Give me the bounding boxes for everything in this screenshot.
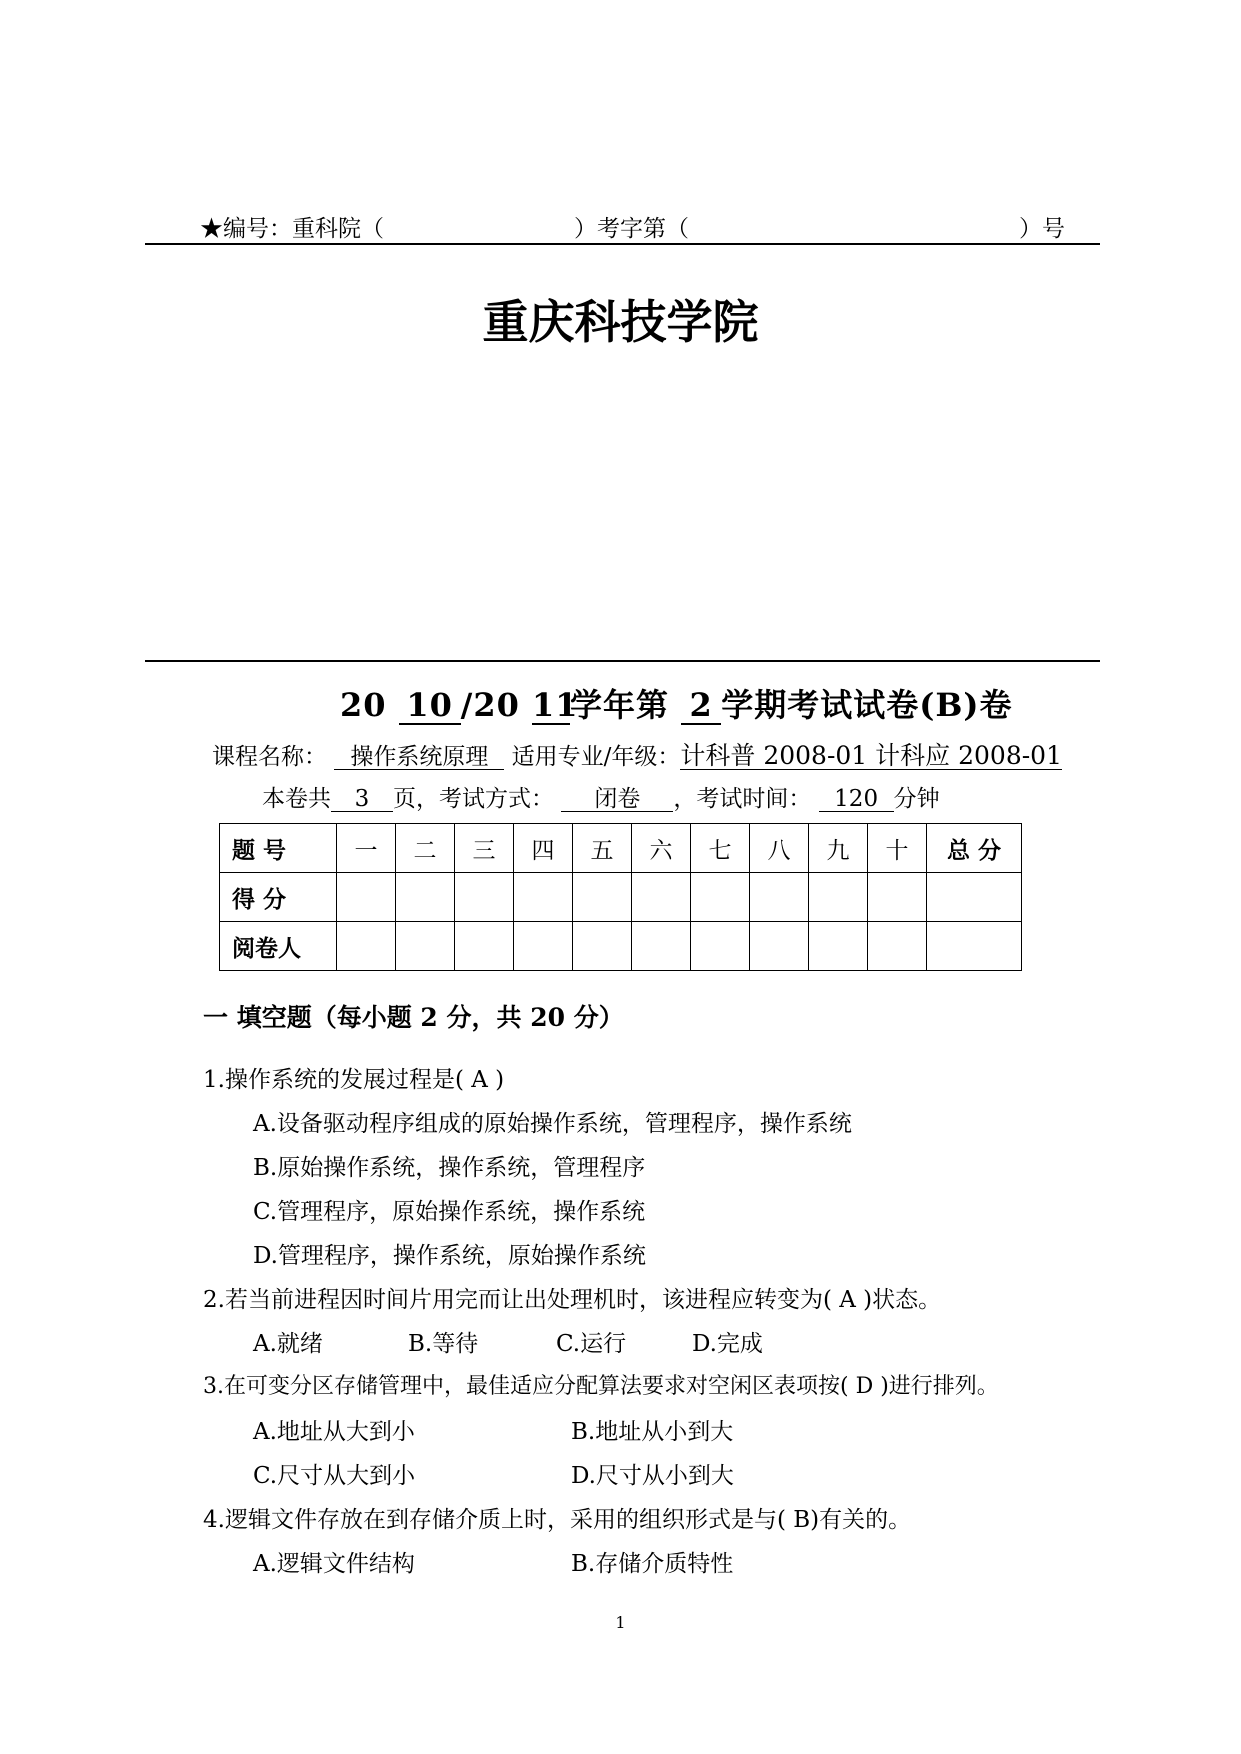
code-suffix: ）号: [1019, 216, 1065, 242]
grader-cell: [868, 922, 927, 971]
question-stem: 1.操作系统的发展过程是( A ): [203, 1067, 505, 1093]
question-option: A.就绪: [253, 1331, 323, 1357]
time-value: 120: [819, 787, 894, 812]
question-option: B.等待: [408, 1331, 479, 1357]
school-name: 重庆科技学院: [482, 295, 759, 349]
question-stem: 4.逻辑文件存放在到存储介质上时，采用的组织形式是与( B)有关的。: [203, 1507, 912, 1533]
score-cell: [573, 873, 632, 922]
exam-info-line: [262, 780, 940, 813]
question-option: A.地址从大到小: [253, 1419, 415, 1445]
row-label: 题 号: [220, 824, 337, 873]
column-header: 一: [337, 824, 396, 873]
total-header: 总 分: [927, 824, 1022, 873]
pages-label: 本卷共: [262, 786, 331, 812]
table-row: [220, 824, 1022, 873]
header-rule: [145, 243, 1100, 245]
score-table: [219, 823, 1022, 971]
question-option: A.逻辑文件结构: [253, 1551, 415, 1577]
grader-cell: [455, 922, 514, 971]
score-cell: [750, 873, 809, 922]
column-header: 五: [573, 824, 632, 873]
pages-value: 3: [331, 787, 393, 812]
column-header: 四: [514, 824, 573, 873]
exam-mode-value: 闭卷: [561, 787, 673, 812]
exam-title: [340, 680, 1013, 726]
score-cell: [809, 873, 868, 922]
major-label: 适用专业/年级：: [511, 744, 681, 770]
question-option: C.运行: [556, 1331, 627, 1357]
title-mid: 学年第: [570, 686, 670, 724]
time-unit: 分钟: [893, 786, 940, 812]
column-header: 七: [691, 824, 750, 873]
question-option: D.尺寸从小到大: [571, 1463, 734, 1489]
score-cell: [691, 873, 750, 922]
grader-cell: [573, 922, 632, 971]
score-cell: [337, 873, 396, 922]
score-cell: [396, 873, 455, 922]
grader-cell: [927, 922, 1022, 971]
time-label: ，考试时间：: [673, 786, 812, 812]
score-cell: [514, 873, 573, 922]
score-cell: [927, 873, 1022, 922]
row-label: 阅卷人: [220, 922, 337, 971]
course-name: 操作系统原理: [334, 745, 504, 770]
score-cell: [868, 873, 927, 922]
grader-cell: [691, 922, 750, 971]
section-title: 一 填空题（每小题 2 分，共 20 分）: [203, 1003, 624, 1032]
grader-cell: [396, 922, 455, 971]
score-cell: [632, 873, 691, 922]
title-suffix: 学期考试试卷(B)卷: [721, 686, 1013, 724]
code-prefix: ★编号：重科院（: [200, 216, 384, 242]
column-header: 二: [396, 824, 455, 873]
question-option: D.管理程序，操作系统，原始操作系统: [253, 1243, 646, 1269]
question-stem: 2.若当前进程因时间片用完而让出处理机时，该进程应转变为( A )状态。: [203, 1287, 942, 1313]
title-term: 2: [681, 689, 721, 725]
question-option: C.管理程序，原始操作系统，操作系统: [253, 1199, 646, 1225]
grader-cell: [632, 922, 691, 971]
question-option: B.地址从小到大: [571, 1419, 734, 1445]
grader-cell: [809, 922, 868, 971]
question-option: B.原始操作系统，操作系统，管理程序: [253, 1155, 646, 1181]
title-sep: /20: [460, 686, 520, 724]
code-middle: ）考字第（: [574, 216, 689, 242]
score-cell: [455, 873, 514, 922]
question-option: A.设备驱动程序组成的原始操作系统，管理程序，操作系统: [253, 1111, 852, 1137]
question-option: B.存储介质特性: [571, 1551, 734, 1577]
grader-cell: [750, 922, 809, 971]
column-header: 八: [750, 824, 809, 873]
course-info-line: [212, 738, 1062, 771]
document-code-line: [200, 210, 1065, 243]
question-stem: 3.在可变分区存储管理中，最佳适应分配算法要求对空闲区表项按( D )进行排列。: [203, 1374, 999, 1399]
column-header: 十: [868, 824, 927, 873]
cover-rule: [145, 660, 1100, 662]
table-row: [220, 922, 1022, 971]
title-year-prefix: 20: [340, 686, 387, 724]
question-option: D.完成: [692, 1331, 763, 1357]
course-label: 课程名称：: [212, 744, 327, 770]
question-option: C.尺寸从大到小: [253, 1463, 416, 1489]
title-year2: 11: [532, 686, 579, 724]
table-row: [220, 873, 1022, 922]
column-header: 九: [809, 824, 868, 873]
column-header: 六: [632, 824, 691, 873]
row-label: 得 分: [220, 873, 337, 922]
title-year1: 10: [399, 689, 461, 725]
column-header: 三: [455, 824, 514, 873]
major-value: 计科普 2008-01 计科应 2008-01: [680, 741, 1062, 770]
exam-mode-label: 页，考试方式：: [393, 786, 554, 812]
grader-cell: [337, 922, 396, 971]
page-number: 1: [615, 1613, 626, 1632]
grader-cell: [514, 922, 573, 971]
